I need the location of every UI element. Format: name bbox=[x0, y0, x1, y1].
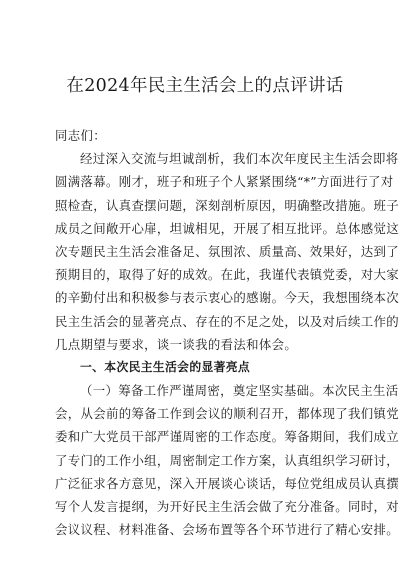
paragraph-lines bbox=[55, 147, 399, 541]
paragraph-line: （一）筹备工作严谨周密，奠定坚实基础。本次民主生活 bbox=[80, 383, 399, 399]
paragraph-line: 经过深入交流与坦诚剖析，我们本次年度民主生活会即将 bbox=[80, 151, 399, 167]
paragraph-line: 会议议程、材料准备、会场布置等各个环节进行了精心安排。 bbox=[55, 522, 399, 538]
paragraph-line: 成员之间敞开心扉，坦诚相见，开展了相互批评。总体感觉这 bbox=[55, 220, 399, 236]
paragraph-line: 广泛征求各方意见，深入开展谈心谈话，每位党组成员认真撰 bbox=[55, 475, 399, 491]
paragraph-line: 次专题民主生活会准备足、氛围浓、质量高、效果好，达到了 bbox=[55, 243, 399, 259]
salutation: 同志们： bbox=[55, 128, 106, 143]
paragraph-line: 写个人发言提纲，为开好民主生活会做了充分准备。同时，对 bbox=[55, 499, 399, 514]
paragraph-line: 委和广大党员干部严谨周密的工作态度。筹备期间，我们成立 bbox=[55, 429, 399, 445]
paragraph-line: 几点期望与要求，谈一谈我的看法和体会。 bbox=[55, 336, 298, 352]
paragraph-line: 的辛勤付出和积极参与表示衷心的感谢。今天，我想围绕本次 bbox=[55, 290, 399, 306]
paragraph-line: 预期目的，取得了好的成效。在此，我谨代表镇党委，对大家 bbox=[55, 267, 399, 283]
document-title: 在2024年民主生活会上的点评讲话 bbox=[66, 76, 344, 96]
paragraph-line: 圆满落幕。刚才，班子和班子个人紧紧围绕“*”方面进行了对 bbox=[55, 174, 394, 190]
paragraph-line: 照检查，认真查摆问题，深刻剖析原因，明确整改措施。班子 bbox=[55, 197, 399, 213]
paragraph-line: 了专门的工作小组，周密制定工作方案，认真组织学习研讨， bbox=[55, 452, 399, 468]
paragraph-line: 民主生活会的显著亮点、存在的不足之处，以及对后续工作的 bbox=[55, 313, 399, 329]
paragraph-line: 会，从会前的筹备工作到会议的顺利召开，都体现了我们镇党 bbox=[55, 406, 399, 422]
section-heading: 一、本次民主生活会的显著亮点 bbox=[80, 359, 251, 374]
document-body bbox=[55, 124, 399, 541]
